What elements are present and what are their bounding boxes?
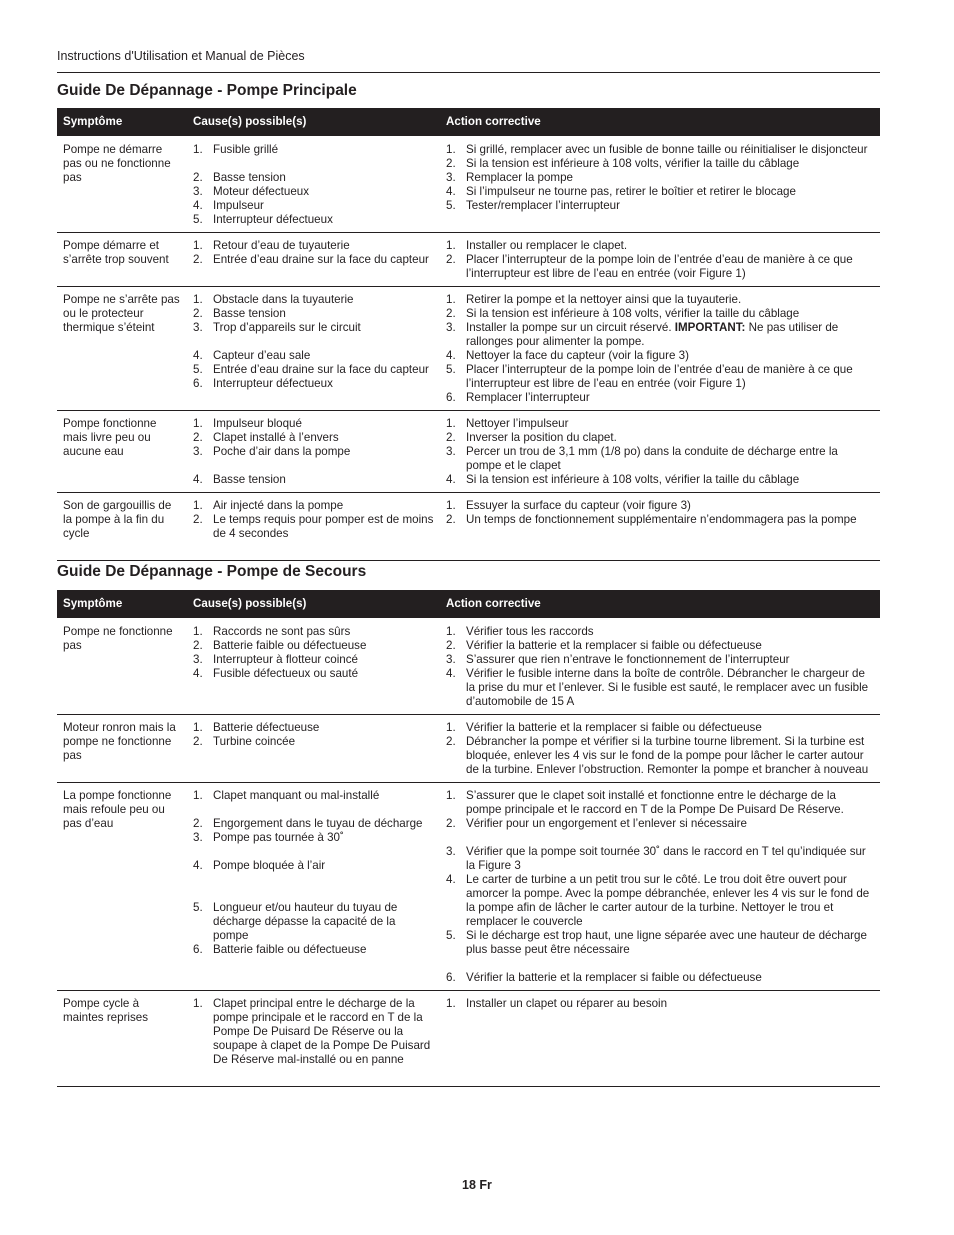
action-number: 3. [446,445,456,458]
table-row [57,233,880,287]
cause-number: 6. [193,377,203,390]
cause-text: Entrée d’eau draine sur la face du capteur [213,253,429,266]
action-item [446,185,874,199]
cause-item [193,213,434,227]
cause-number: 3. [193,321,203,334]
cause-item [193,901,434,943]
action-item [446,293,874,307]
action-number: 5. [446,363,456,376]
cause-number: 1. [193,997,203,1010]
table-header-row [57,108,880,136]
cause-text: Entrée d’eau draine sur la face du capteur [213,363,429,376]
action-list [446,789,874,985]
cause-list [193,293,434,391]
action-text: Vérifier la batterie et la remplacer si faible ou défectueuse [466,639,762,652]
action-number: 1. [446,625,456,638]
action-text: Vérifier la batterie et la remplacer si faible ou défectueuse [466,721,762,734]
cause-text: Le temps requis pour pomper est de moins de 4 secondes [213,513,434,540]
cause-number: 2. [193,307,203,320]
action-item [446,513,874,527]
causes-cell [187,411,440,493]
action-text: Inverser la position du clapet. [466,431,617,444]
action-text: Nettoyer la face du capteur (voir la figure 3) [466,349,689,362]
action-item [446,445,874,473]
action-item [446,667,874,709]
action-number: 5. [446,929,456,942]
cause-text: Batterie faible ou défectueuse [213,943,367,956]
action-item [446,157,874,171]
action-text: S’assurer que le clapet soit installé et fonctionne entre le décharge de la pompe principale et le raccord en T de la Pompe De Puisard De Réserve. [466,789,844,816]
cause-text: Clapet principal entre le décharge de la pompe principale et le raccord en T de la Pompe De Puisard De Réserve ou la soupape à clapet de la Pompe De Puisard De Réserve mal-installé ou en panne [213,997,431,1066]
table-row [57,493,880,561]
cause-item [193,473,434,487]
cause-list [193,625,434,681]
header-action: Action corrective [440,590,880,618]
actions-cell [440,136,880,233]
cause-item [193,943,434,957]
table-row [57,287,880,411]
cause-number: 1. [193,721,203,734]
cause-item [193,321,434,335]
action-text: Percer un trou de 3,1 mm (1/8 po) dans la conduite de décharge entre la pompe et le clapet [466,445,838,472]
causes-cell [187,618,440,715]
cause-text: Interrupteur défectueux [213,213,333,226]
action-item [446,929,874,957]
symptom-cell: Pompe ne démarre pas ou ne fonctionne pas [57,136,187,233]
cause-number: 1. [193,293,203,306]
cause-number: 1. [193,143,203,156]
cause-number: 5. [193,213,203,226]
actions-cell [440,411,880,493]
action-item [446,997,874,1011]
cause-item [193,239,434,253]
action-item [446,817,874,831]
table-row [57,136,880,233]
symptom-cell: Moteur ronron mais la pompe ne fonctionne pas [57,715,187,783]
actions-cell [440,783,880,991]
cause-text: Basse tension [213,171,286,184]
cause-item [193,293,434,307]
action-item [446,431,874,445]
cause-number: 1. [193,239,203,252]
action-number: 3. [446,321,456,334]
action-number: 1. [446,143,456,156]
causes-cell [187,233,440,287]
cause-text: Raccords ne sont pas sûrs [213,625,351,638]
actions-cell [440,618,880,715]
action-number: 1. [446,789,456,802]
action-number: 1. [446,417,456,430]
cause-item [193,377,434,391]
action-item [446,143,874,157]
action-text: Vérifier tous les raccords [466,625,594,638]
cause-number: 4. [193,859,203,872]
cause-list [193,499,434,541]
action-item [446,363,874,391]
cause-text: Batterie défectueuse [213,721,320,734]
cause-text: Basse tension [213,307,286,320]
action-text: Installer ou remplacer le clapet. [466,239,628,252]
cause-text: Fusible défectueux ou sauté [213,667,359,680]
action-item [446,239,874,253]
action-number: 4. [446,349,456,362]
action-number: 2. [446,307,456,320]
cause-number: 1. [193,499,203,512]
cause-item [193,789,434,803]
cause-text: Turbine coincée [213,735,296,748]
action-list [446,499,874,527]
action-text: Retirer la pompe et la nettoyer ainsi que la tuyauterie. [466,293,742,306]
action-item [446,873,874,929]
table-row [57,618,880,715]
action-item [446,639,874,653]
cause-text: Moteur défectueux [213,185,310,198]
cause-number: 2. [193,431,203,444]
cause-text: Poche d’air dans la pompe [213,445,351,458]
cause-number: 5. [193,901,203,914]
symptom-cell: Pompe ne fonctionne pas [57,618,187,715]
cause-number: 2. [193,817,203,830]
action-number: 4. [446,473,456,486]
cause-item [193,639,434,653]
cause-list [193,143,434,227]
cause-text: Engorgement dans le tuyau de décharge [213,817,423,830]
cause-text: Impulseur bloqué [213,417,302,430]
cause-item [193,499,434,513]
cause-list [193,417,434,487]
action-number: 1. [446,239,456,252]
action-text: Essuyer la surface du capteur (voir figure 3) [466,499,691,512]
action-text: Si la tension est inférieure à 108 volts, vérifier la taille du câblage [466,473,800,486]
action-text: Vérifier la batterie et la remplacer si faible ou défectueuse [466,971,762,984]
table-row [57,715,880,783]
action-item [446,845,874,873]
cause-item [193,831,434,845]
action-number: 2. [446,639,456,652]
table-row [57,411,880,493]
troubleshooting-table-main-pump [57,108,880,561]
cause-text: Capteur d’eau sale [213,349,311,362]
action-list [446,997,874,1011]
action-item [446,473,874,487]
cause-text: Basse tension [213,473,286,486]
cause-number: 1. [193,417,203,430]
action-number: 2. [446,513,456,526]
cause-number: 3. [193,445,203,458]
cause-text: Interrupteur à flotteur coincé [213,653,359,666]
section-title-main-pump: Guide De Dépannage - Pompe Principale [57,82,357,99]
action-number: 6. [446,971,456,984]
action-item [446,321,874,349]
actions-cell [440,233,880,287]
table-row [57,991,880,1087]
action-list [446,239,874,281]
cause-item [193,253,434,267]
cause-text: Air injecté dans la pompe [213,499,344,512]
action-text: Le carter de turbine a un petit trou sur le côté. Le trou doit être ouvert pour amorcer la pompe. Avec la pompe débranchée, enlever les 4 vis sur le fond de la pompe afin de lâcher le carter autour de la turbine. Nettoyer le trou et remplacer le couvercle [466,873,870,928]
action-item [446,307,874,321]
cause-item [193,735,434,749]
action-text: Si la tension est inférieure à 108 volts, vérifier la taille du câblage [466,157,800,170]
running-header: Instructions d'Utilisation et Manual de Pièces [57,49,880,73]
action-number: 4. [446,873,456,886]
action-text: Vérifier le fusible interne dans la boîte de contrôle. Débrancher le chargeur de la prise du mur et l’enlever. Si le fusible est sauté, le remplacer avec un fusible d’automobile de 15 A [466,667,869,708]
causes-cell [187,991,440,1087]
cause-number: 6. [193,943,203,956]
cause-number: 4. [193,667,203,680]
action-text: S’assurer que rien n’entrave le fonctionnement de l’interrupteur [466,653,790,666]
cause-number: 5. [193,363,203,376]
cause-item [193,513,434,541]
action-item [446,171,874,185]
symptom-cell: Son de gargouillis de la pompe à la fin du cycle [57,493,187,561]
action-number: 2. [446,431,456,444]
cause-number: 2. [193,735,203,748]
action-item [446,253,874,281]
causes-cell [187,287,440,411]
cause-number: 4. [193,349,203,362]
cause-item [193,307,434,321]
cause-text: Longueur et/ou hauteur du tuyau de décharge dépasse la capacité de la pompe [213,901,398,942]
action-item [446,735,874,777]
header-action: Action corrective [440,108,880,136]
action-list [446,721,874,777]
causes-cell [187,783,440,991]
cause-number: 2. [193,639,203,652]
action-text: Placer l’interrupteur de la pompe loin de l’entrée d’eau de manière à ce que l’interrupteur est libre de l’eau en entrée (voir Figure 1) [466,253,853,280]
symptom-cell: Pompe démarre et s’arrête trop souvent [57,233,187,287]
action-item [446,721,874,735]
header-symptom: Symptôme [57,108,187,136]
causes-cell [187,136,440,233]
action-item [446,653,874,667]
table-row [57,783,880,991]
section-title-backup-pump: Guide De Dépannage - Pompe de Secours [57,563,367,580]
action-number: 6. [446,391,456,404]
cause-text: Retour d’eau de tuyauterie [213,239,350,252]
symptom-cell: Pompe ne s’arrête pas ou le protecteur thermique s’éteint [57,287,187,411]
action-text: Vérifier que la pompe soit tournée 30˚ dans le raccord en T tel qu’indiquée sur la Figure 3 [466,845,866,872]
cause-item [193,625,434,639]
cause-number: 2. [193,253,203,266]
cause-item [193,817,434,831]
action-item [446,199,874,213]
cause-text: Pompe bloquée à l’air [213,859,326,872]
cause-text: Batterie faible ou défectueuse [213,639,367,652]
action-item [446,789,874,817]
action-item [446,349,874,363]
action-text: Remplacer l’interrupteur [466,391,590,404]
action-number: 2. [446,817,456,830]
troubleshooting-table-backup-pump [57,590,880,1087]
action-number: 3. [446,171,456,184]
cause-item [193,859,434,873]
cause-text: Clapet manquant ou mal-installé [213,789,380,802]
cause-number: 1. [193,625,203,638]
cause-text: Clapet installé à l’envers [213,431,339,444]
cause-item [193,199,434,213]
cause-list [193,789,434,957]
action-number: 3. [446,653,456,666]
action-item [446,499,874,513]
action-text: Installer la pompe sur un circuit réservé. [466,321,672,334]
cause-item [193,185,434,199]
causes-cell [187,715,440,783]
cause-item [193,653,434,667]
cause-item [193,349,434,363]
cause-list [193,239,434,267]
action-number: 1. [446,499,456,512]
page-number: 18 Fr [462,1178,492,1192]
header-causes: Cause(s) possible(s) [187,590,440,618]
action-item [446,625,874,639]
action-text: Débrancher la pompe et vérifier si la turbine tourne librement. Si la turbine est bloquée, enlever les 4 vis sur le fond de la pompe pour lâcher le carter autour de la turbine. Enlever l’obstruction. Remonter la pompe et brancher à nouveau [466,735,869,776]
cause-number: 3. [193,185,203,198]
actions-cell [440,287,880,411]
action-emphasis: IMPORTANT: [674,321,746,334]
action-number: 2. [446,253,456,266]
actions-cell [440,991,880,1087]
action-text: Tester/remplacer l’interrupteur [466,199,620,212]
action-item [446,417,874,431]
symptom-cell: Pompe fonctionne mais livre peu ou aucune eau [57,411,187,493]
action-list [446,293,874,405]
action-text: Nettoyer l’impulseur [466,417,569,430]
cause-number: 2. [193,513,203,526]
cause-text: Fusible grillé [213,143,279,156]
action-text: Installer un clapet ou réparer au besoin [466,997,668,1010]
cause-item [193,171,434,185]
action-text: Un temps de fonctionnement supplémentaire n’endommagera pas la pompe [466,513,857,526]
action-number: 1. [446,293,456,306]
action-text: Si la tension est inférieure à 108 volts, vérifier la taille du câblage [466,307,800,320]
action-list [446,143,874,213]
cause-text: Interrupteur défectueux [213,377,333,390]
action-text: Si grillé, remplacer avec un fusible de bonne taille ou réinitialiser le disjoncteur [466,143,868,156]
action-number: 5. [446,199,456,212]
action-number: 2. [446,735,456,748]
action-text: Vérifier pour un engorgement et l’enlever si nécessaire [466,817,747,830]
action-text-continued: Ne pas utiliser de rallonges pour alimenter la pompe. [466,321,839,348]
actions-cell [440,715,880,783]
cause-list [193,997,434,1067]
header-causes: Cause(s) possible(s) [187,108,440,136]
cause-number: 2. [193,171,203,184]
cause-number: 4. [193,473,203,486]
table-header-row [57,590,880,618]
cause-number: 3. [193,653,203,666]
symptom-cell: La pompe fonctionne mais refoule peu ou pas d’eau [57,783,187,991]
causes-cell [187,493,440,561]
cause-text: Impulseur [213,199,264,212]
action-number: 1. [446,997,456,1010]
action-number: 4. [446,667,456,680]
cause-number: 4. [193,199,203,212]
cause-list [193,721,434,749]
cause-item [193,431,434,445]
action-number: 1. [446,721,456,734]
action-number: 2. [446,157,456,170]
cause-item [193,721,434,735]
cause-item [193,445,434,459]
action-number: 4. [446,185,456,198]
cause-text: Obstacle dans la tuyauterie [213,293,354,306]
action-text: Si l’impulseur ne tourne pas, retirer le boîtier et retirer le blocage [466,185,796,198]
cause-item [193,363,434,377]
action-item [446,391,874,405]
header-symptom: Symptôme [57,590,187,618]
cause-item [193,997,434,1067]
action-text: Placer l’interrupteur de la pompe loin de l’entrée d’eau de manière à ce que l’interrupteur est libre de l’eau en entrée (voir Figure 1) [466,363,853,390]
symptom-cell: Pompe cycle à maintes reprises [57,991,187,1087]
action-text: Si le décharge est trop haut, une ligne séparée avec une hauteur de décharge plus basse peut être nécessaire [466,929,867,956]
action-number: 3. [446,845,456,858]
cause-item [193,667,434,681]
action-item [446,971,874,985]
cause-text: Trop d’appareils sur le circuit [213,321,361,334]
actions-cell [440,493,880,561]
action-list [446,625,874,709]
action-text: Remplacer la pompe [466,171,573,184]
action-list [446,417,874,487]
cause-number: 3. [193,831,203,844]
cause-text: Pompe pas tournée à 30˚ [213,831,344,844]
cause-item [193,417,434,431]
cause-item [193,143,434,157]
cause-number: 1. [193,789,203,802]
